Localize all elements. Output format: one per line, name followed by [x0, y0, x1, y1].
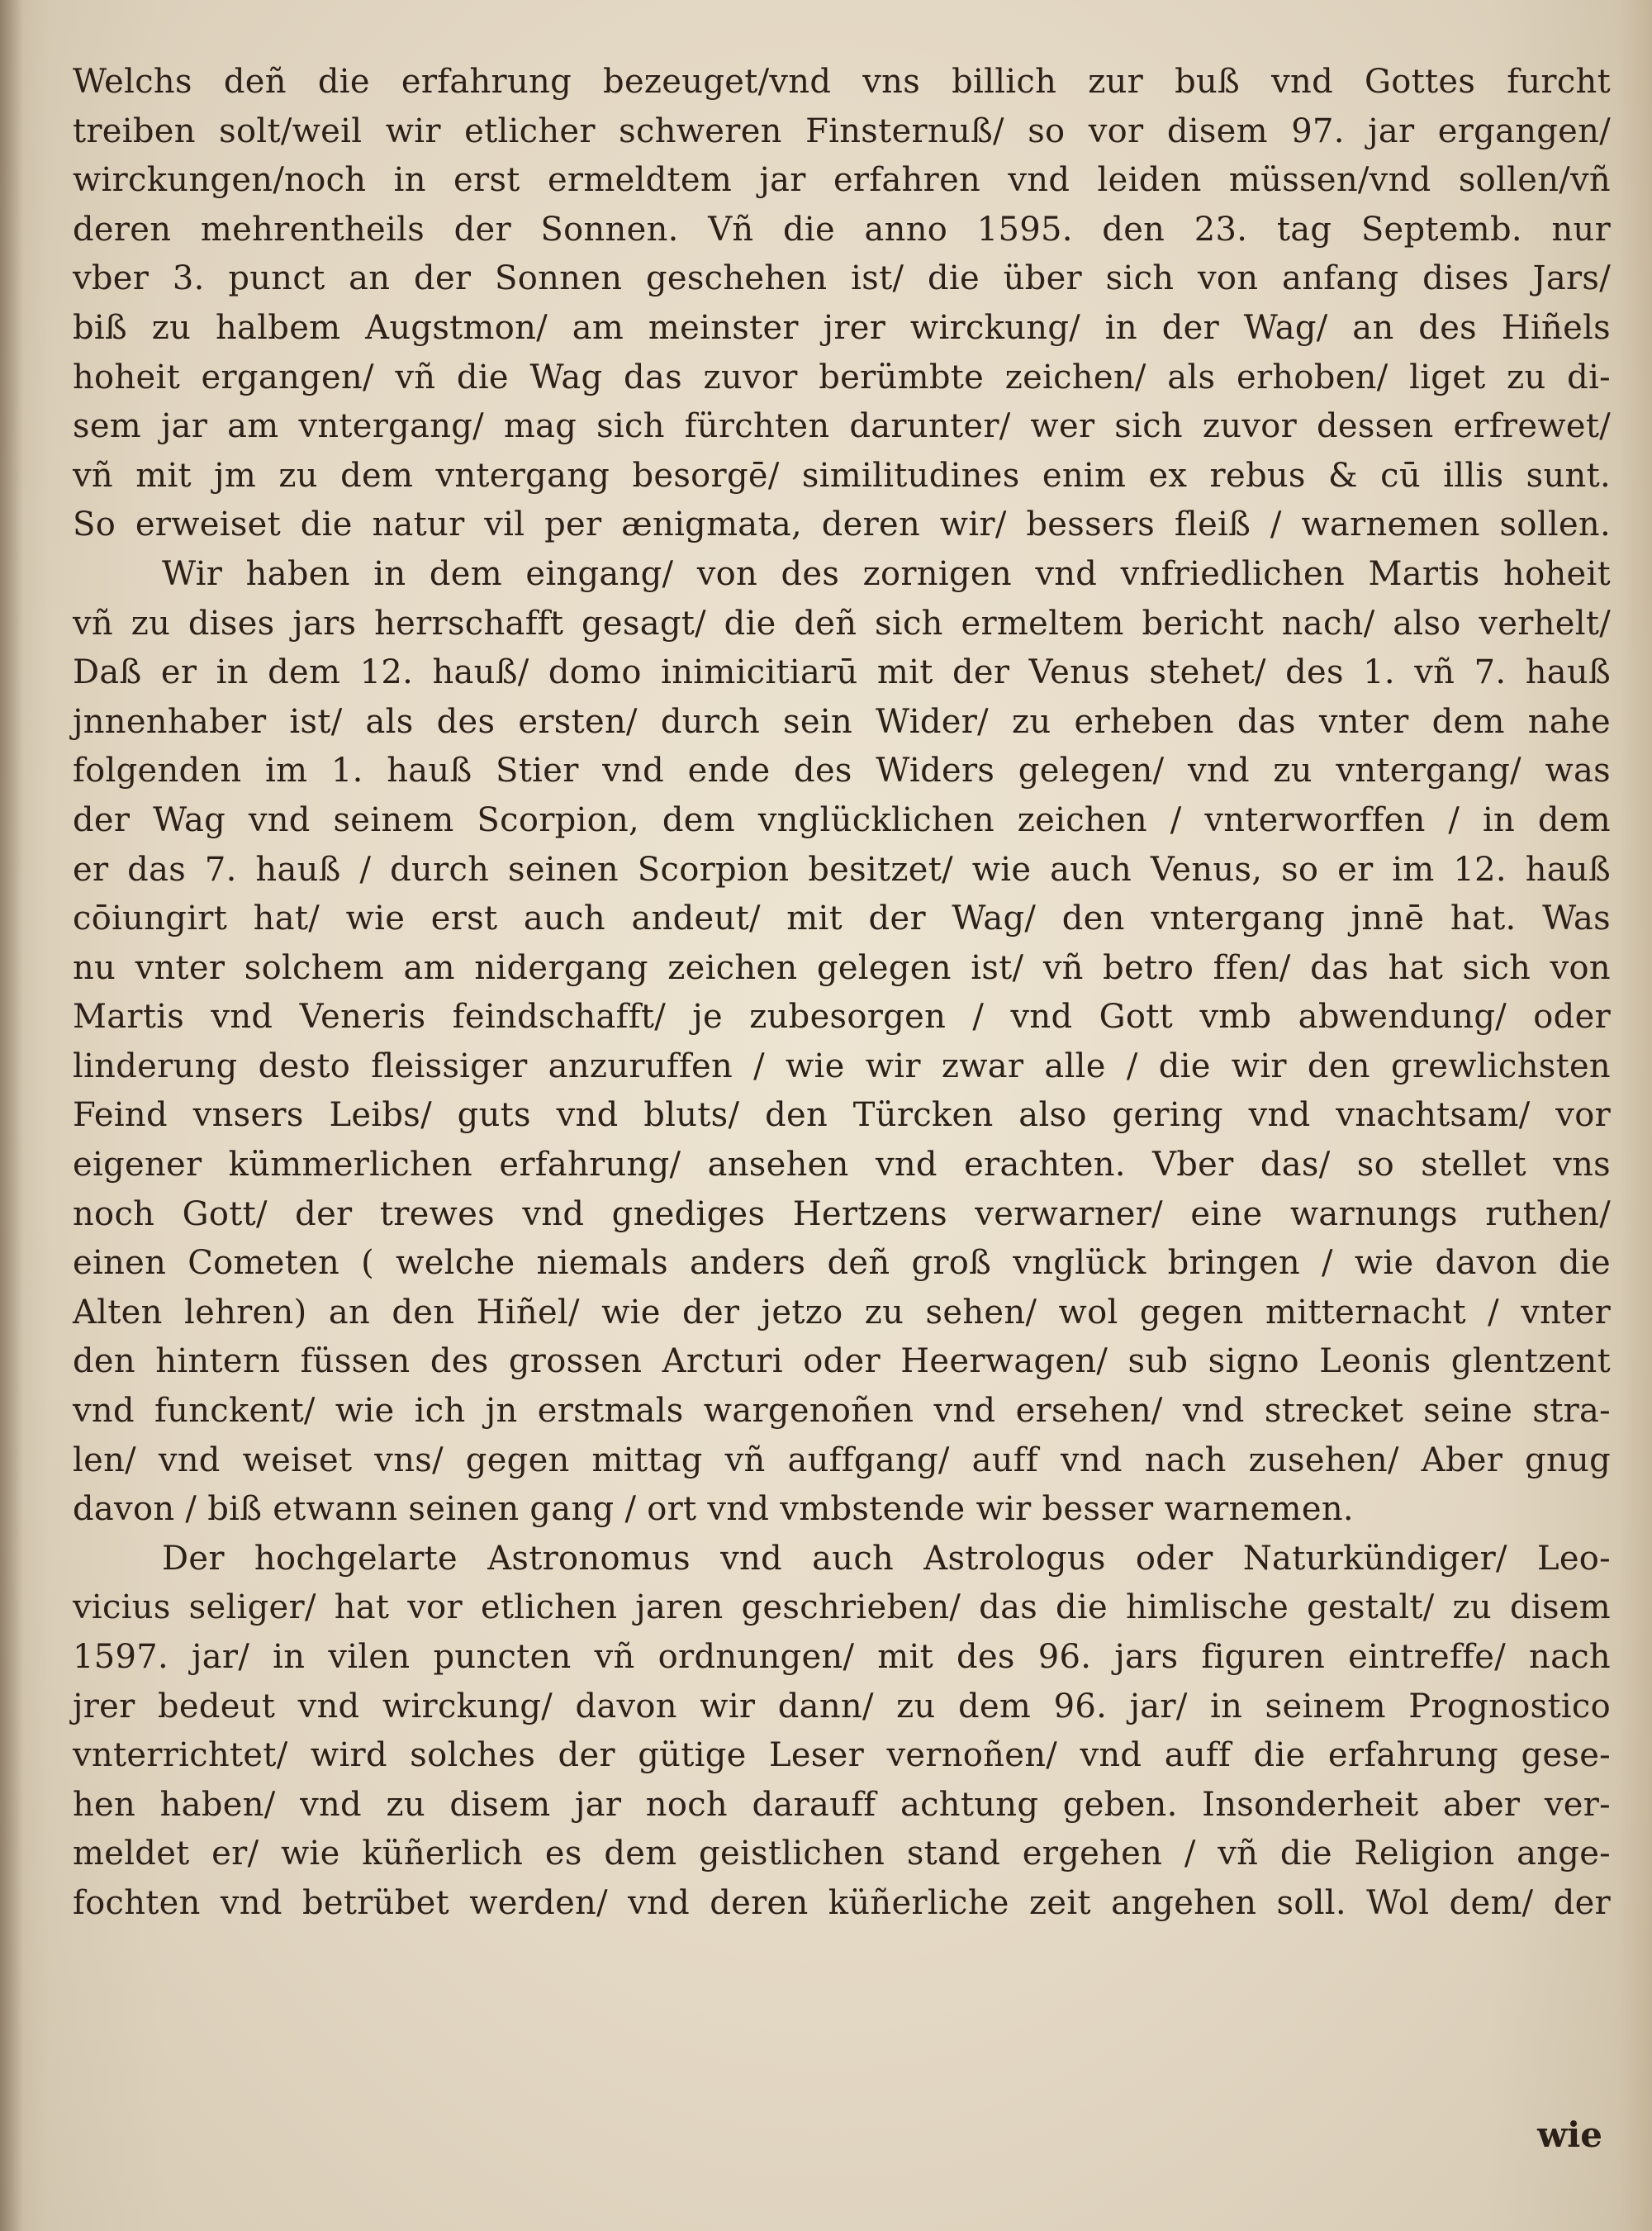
text-line: Daß er in dem 12. hauß/ domo inimicitiarū mit der Venus stehet/ des 1. vñ 7. hauß — [73, 653, 1611, 692]
text-line: einen Cometen ( welche niemals anders deñ groß vnglück bringen / wie davon die — [73, 1244, 1611, 1283]
text-line: jrer bedeut vnd wirckung/ davon wir dann/ zu dem 96. jar/ in seinem Prognostico — [73, 1687, 1611, 1725]
binding-shadow — [0, 0, 23, 2231]
text-line: hen haben/ vnd zu disem jar noch darauff achtung geben. Insonderheit aber ver- — [73, 1785, 1611, 1824]
text-block — [73, 58, 1611, 1929]
text-line: nu vnter solchem am nidergang zeichen gelegen ist/ vñ betro ffen/ das hat sich von — [73, 948, 1611, 987]
paragraph-start-line: Der hochgelarte Astronomus vnd auch Astrologus oder Naturkündiger/ Leo- — [162, 1539, 1611, 1578]
text-line: vñ mit jm zu dem vntergang besorgē/ similitudines enim ex rebus & cū illis sunt. — [73, 456, 1611, 495]
text-line: cōiungirt hat/ wie erst auch andeut/ mit der Wag/ den vntergang jnnē hat. Was — [73, 900, 1611, 938]
text-line: er das 7. hauß / durch seinen Scorpion besitzet/ wie auch Venus, so er im 12. hauß — [73, 850, 1611, 889]
text-line: folgenden im 1. hauß Stier vnd ende des Widers gelegen/ vnd zu vntergang/ was — [73, 752, 1611, 790]
text-line: fochten vnd betrübet werden/ vnd deren küñerliche zeit angehen soll. Wol dem/ der — [73, 1883, 1611, 1922]
paragraph-end-line: davon / biß etwann seinen gang / ort vnd vmbstende wir besser warnemen. — [73, 1490, 1354, 1529]
text-line: Welchs deñ die erfahrung bezeuget/vnd vns billich zur buß vnd Gottes furcht — [73, 63, 1611, 101]
text-line: linderung desto fleissiger anzuruffen / wie wir zwar alle / die wir den grewlichsten — [73, 1047, 1611, 1085]
text-line: Martis vnd Veneris feindschafft/ je zubesorgen / vnd Gott vmb abwendung/ oder — [73, 998, 1611, 1037]
text-line: len/ vnd weiset vns/ gegen mittag vñ auffgang/ auff vnd nach zusehen/ Aber gnug — [73, 1441, 1611, 1479]
catchword: wie — [1537, 2115, 1602, 2155]
text-line: hoheit ergangen/ vñ die Wag das zuvor berümbte zeichen/ als erhoben/ liget zu di- — [73, 358, 1611, 396]
text-line: vber 3. punct an der Sonnen geschehen ist/ die über sich von anfang dises Jars/ — [73, 259, 1611, 298]
text-line: noch Gott/ der trewes vnd gnediges Hertzens verwarner/ eine warnungs ruthen/ — [73, 1194, 1611, 1233]
text-line: deren mehrentheils der Sonnen. Vñ die anno 1595. den 23. tag Septemb. nur — [73, 210, 1611, 249]
paragraph-start-line: Wir haben in dem eingang/ von des zornigen vnd vnfriedlichen Martis hoheit — [162, 554, 1611, 593]
text-line: meldet er/ wie küñerlich es dem geistlichen stand ergehen / vñ die Religion ange- — [73, 1835, 1611, 1873]
text-line: der Wag vnd seinem Scorpion, dem vnglücklichen zeichen / vnterworffen / in dem — [73, 800, 1611, 839]
text-line: wirckungen/noch in erst ermeldtem jar erfahren vnd leiden müssen/vnd sollen/vñ — [73, 161, 1611, 200]
text-line: So erweiset die natur vil per ænigmata, deren wir/ bessers fleiß / warnemen sollen. — [73, 506, 1611, 544]
text-line: den hintern füssen des grossen Arcturi oder Heerwagen/ sub signo Leonis glentzent — [73, 1342, 1611, 1381]
text-line: eigener kümmerlichen erfahrung/ ansehen vnd erachten. Vber das/ so stellet vns — [73, 1146, 1611, 1184]
text-line: sem jar am vntergang/ mag sich fürchten darunter/ wer sich zuvor dessen erfrewet/ — [73, 407, 1611, 446]
text-line: jnnenhaber ist/ als des ersten/ durch sein Wider/ zu erheben das vnter dem nahe — [73, 702, 1611, 741]
text-line: vnterrichtet/ wird solches der gütige Leser vernoñen/ vnd auff die erfahrung gese- — [73, 1736, 1611, 1775]
text-line: vicius seliger/ hat vor etlichen jaren geschrieben/ das die himlische gestalt/ zu disem — [73, 1588, 1611, 1627]
text-line: Feind vnsers Leibs/ guts vnd bluts/ den Türcken also gering vnd vnachtsam/ vor — [73, 1096, 1611, 1135]
text-line: Alten lehren) an den Hiñel/ wie der jetzo zu sehen/ wol gegen mitternacht / vnter — [73, 1293, 1611, 1331]
text-line: vnd funckent/ wie ich jn erstmals wargenoñen vnd ersehen/ vnd strecket seine stra- — [73, 1392, 1611, 1431]
text-line: vñ zu dises jars herrschafft gesagt/ die deñ sich ermeltem bericht nach/ also verhelt/ — [73, 604, 1611, 643]
text-line: biß zu halbem Augstmon/ am meinster jrer wirckung/ in der Wag/ an des Hiñels — [73, 308, 1611, 347]
text-line: treiben solt/weil wir etlicher schweren Finsternuß/ so vor disem 97. jar ergangen/ — [73, 112, 1611, 150]
text-line: 1597. jar/ in vilen puncten vñ ordnungen/ mit des 96. jars figuren eintreffe/ nach — [73, 1638, 1611, 1676]
